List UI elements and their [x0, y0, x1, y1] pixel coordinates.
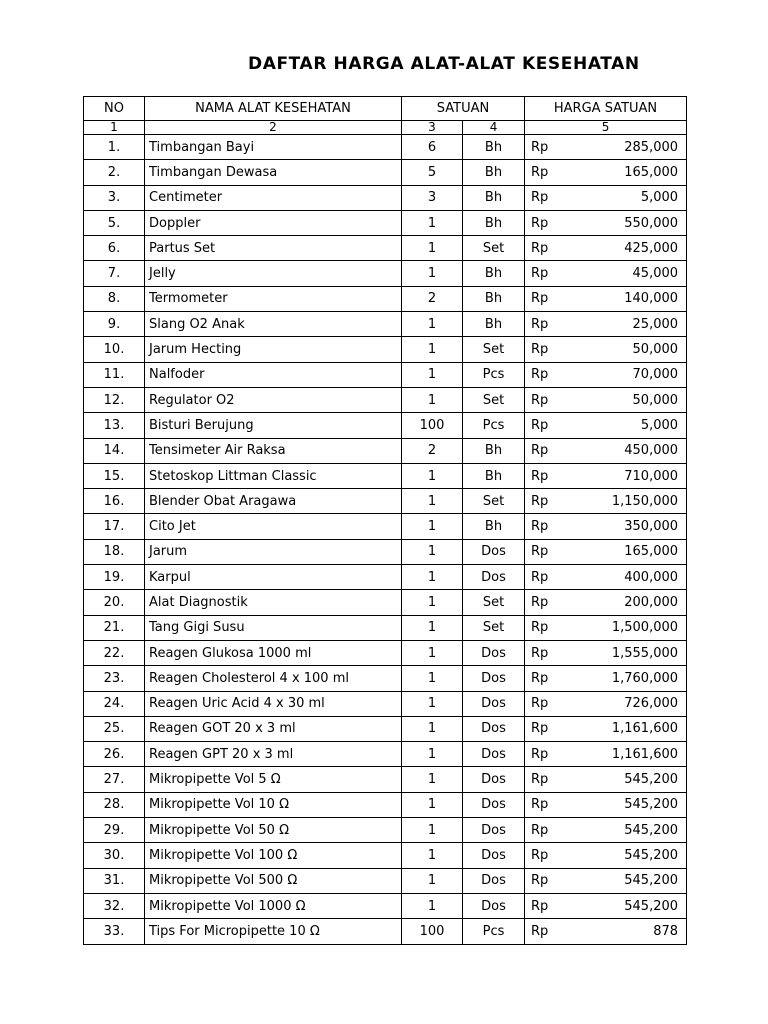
item-unit: Set [463, 489, 525, 514]
item-no: 5. [84, 210, 145, 235]
currency-label: Rp [525, 210, 565, 235]
item-price: 545,200 [565, 767, 687, 792]
item-name: Karpul [145, 565, 402, 590]
item-unit: Set [463, 615, 525, 640]
column-number: 3 [402, 121, 463, 135]
item-unit: Dos [463, 792, 525, 817]
item-name: Blender Obat Aragawa [145, 489, 402, 514]
item-price: 550,000 [565, 210, 687, 235]
item-unit: Pcs [463, 362, 525, 387]
table-row [84, 919, 687, 944]
item-price: 5,000 [565, 185, 687, 210]
currency-label: Rp [525, 286, 565, 311]
table-row [84, 742, 687, 767]
item-no: 10. [84, 337, 145, 362]
item-unit: Dos [463, 767, 525, 792]
table-row [84, 792, 687, 817]
currency-label: Rp [525, 742, 565, 767]
item-name: Tang Gigi Susu [145, 615, 402, 640]
item-list [84, 135, 687, 945]
item-qty: 1 [402, 792, 463, 817]
item-unit: Bh [463, 286, 525, 311]
item-no: 23. [84, 666, 145, 691]
currency-label: Rp [525, 868, 565, 893]
item-no: 9. [84, 312, 145, 337]
currency-label: Rp [525, 539, 565, 564]
column-number-row [84, 121, 687, 135]
item-qty: 1 [402, 565, 463, 590]
item-price: 5,000 [565, 413, 687, 438]
header-harga: HARGA SATUAN [525, 97, 687, 121]
item-no: 2. [84, 160, 145, 185]
item-price: 1,760,000 [565, 666, 687, 691]
table-row [84, 666, 687, 691]
item-no: 28. [84, 792, 145, 817]
item-no: 13. [84, 413, 145, 438]
item-no: 6. [84, 236, 145, 261]
item-no: 1. [84, 135, 145, 160]
currency-label: Rp [525, 565, 565, 590]
item-name: Tips For Micropipette 10 Ω [145, 919, 402, 944]
table-row [84, 868, 687, 893]
currency-label: Rp [525, 362, 565, 387]
table-row [84, 160, 687, 185]
item-price: 450,000 [565, 438, 687, 463]
item-qty: 1 [402, 615, 463, 640]
item-qty: 1 [402, 489, 463, 514]
item-unit: Set [463, 236, 525, 261]
currency-label: Rp [525, 893, 565, 918]
table-row [84, 286, 687, 311]
item-no: 30. [84, 843, 145, 868]
item-no: 22. [84, 640, 145, 665]
currency-label: Rp [525, 413, 565, 438]
table-row [84, 514, 687, 539]
item-unit: Dos [463, 868, 525, 893]
item-price: 425,000 [565, 236, 687, 261]
item-qty: 100 [402, 919, 463, 944]
item-name: Timbangan Bayi [145, 135, 402, 160]
item-name: Reagen GPT 20 x 3 ml [145, 742, 402, 767]
item-qty: 1 [402, 236, 463, 261]
table-row [84, 185, 687, 210]
item-unit: Dos [463, 565, 525, 590]
item-unit: Bh [463, 514, 525, 539]
item-unit: Dos [463, 539, 525, 564]
item-name: Mikropipette Vol 1000 Ω [145, 893, 402, 918]
item-unit: Pcs [463, 413, 525, 438]
currency-label: Rp [525, 590, 565, 615]
item-qty: 5 [402, 160, 463, 185]
item-qty: 1 [402, 590, 463, 615]
table-row [84, 135, 687, 160]
item-price: 545,200 [565, 868, 687, 893]
currency-label: Rp [525, 438, 565, 463]
item-qty: 1 [402, 261, 463, 286]
item-qty: 1 [402, 312, 463, 337]
item-price: 1,161,600 [565, 716, 687, 741]
item-unit: Set [463, 337, 525, 362]
item-name: Mikropipette Vol 50 Ω [145, 818, 402, 843]
item-price: 165,000 [565, 539, 687, 564]
item-unit: Dos [463, 742, 525, 767]
item-price: 1,150,000 [565, 489, 687, 514]
item-qty: 1 [402, 210, 463, 235]
item-qty: 6 [402, 135, 463, 160]
item-qty: 2 [402, 286, 463, 311]
item-name: Tensimeter Air Raksa [145, 438, 402, 463]
item-unit: Dos [463, 716, 525, 741]
table-row [84, 312, 687, 337]
item-unit: Bh [463, 312, 525, 337]
currency-label: Rp [525, 767, 565, 792]
item-name: Bisturi Berujung [145, 413, 402, 438]
item-unit: Dos [463, 666, 525, 691]
item-unit: Dos [463, 691, 525, 716]
item-price: 726,000 [565, 691, 687, 716]
item-price: 545,200 [565, 893, 687, 918]
item-no: 17. [84, 514, 145, 539]
item-price: 545,200 [565, 792, 687, 817]
item-no: 27. [84, 767, 145, 792]
currency-label: Rp [525, 387, 565, 412]
item-qty: 1 [402, 539, 463, 564]
item-no: 19. [84, 565, 145, 590]
item-price: 70,000 [565, 362, 687, 387]
table-row [84, 438, 687, 463]
item-unit: Bh [463, 185, 525, 210]
item-no: 3. [84, 185, 145, 210]
currency-label: Rp [525, 135, 565, 160]
item-price: 545,200 [565, 843, 687, 868]
item-name: Nalfoder [145, 362, 402, 387]
currency-label: Rp [525, 716, 565, 741]
item-qty: 1 [402, 666, 463, 691]
table-row [84, 337, 687, 362]
header-nama: NAMA ALAT KESEHATAN [145, 97, 402, 121]
currency-label: Rp [525, 843, 565, 868]
item-name: Mikropipette Vol 5 Ω [145, 767, 402, 792]
item-name: Reagen Cholesterol 4 x 100 ml [145, 666, 402, 691]
currency-label: Rp [525, 261, 565, 286]
currency-label: Rp [525, 666, 565, 691]
table-row [84, 387, 687, 412]
item-no: 32. [84, 893, 145, 918]
item-qty: 1 [402, 818, 463, 843]
item-name: Reagen Uric Acid 4 x 30 ml [145, 691, 402, 716]
item-name: Doppler [145, 210, 402, 235]
item-no: 8. [84, 286, 145, 311]
item-unit: Set [463, 387, 525, 412]
currency-label: Rp [525, 463, 565, 488]
item-name: Mikropipette Vol 100 Ω [145, 843, 402, 868]
currency-label: Rp [525, 160, 565, 185]
item-price: 545,200 [565, 818, 687, 843]
item-unit: Bh [463, 210, 525, 235]
item-no: 14. [84, 438, 145, 463]
item-unit: Dos [463, 843, 525, 868]
item-qty: 1 [402, 716, 463, 741]
item-name: Jelly [145, 261, 402, 286]
item-qty: 1 [402, 337, 463, 362]
item-qty: 100 [402, 413, 463, 438]
item-price: 200,000 [565, 590, 687, 615]
item-price: 1,555,000 [565, 640, 687, 665]
table-row [84, 691, 687, 716]
item-name: Centimeter [145, 185, 402, 210]
item-price: 50,000 [565, 387, 687, 412]
item-price: 400,000 [565, 565, 687, 590]
item-unit: Bh [463, 463, 525, 488]
item-qty: 1 [402, 362, 463, 387]
item-qty: 1 [402, 640, 463, 665]
column-number: 2 [145, 121, 402, 135]
column-number: 4 [463, 121, 525, 135]
table-row [84, 236, 687, 261]
item-price: 140,000 [565, 286, 687, 311]
item-no: 25. [84, 716, 145, 741]
item-qty: 1 [402, 463, 463, 488]
table-row [84, 261, 687, 286]
table-row [84, 565, 687, 590]
item-name: Slang O2 Anak [145, 312, 402, 337]
item-no: 26. [84, 742, 145, 767]
item-name: Jarum [145, 539, 402, 564]
currency-label: Rp [525, 337, 565, 362]
item-unit: Dos [463, 640, 525, 665]
item-no: 24. [84, 691, 145, 716]
table-row [84, 413, 687, 438]
item-no: 29. [84, 818, 145, 843]
item-name: Partus Set [145, 236, 402, 261]
currency-label: Rp [525, 185, 565, 210]
item-price: 1,161,600 [565, 742, 687, 767]
header-no: NO [84, 97, 145, 121]
item-unit: Set [463, 590, 525, 615]
item-price: 878 [565, 919, 687, 944]
table-row [84, 539, 687, 564]
currency-label: Rp [525, 236, 565, 261]
table-row [84, 210, 687, 235]
column-number: 5 [525, 121, 687, 135]
item-qty: 1 [402, 767, 463, 792]
table-row [84, 463, 687, 488]
item-qty: 1 [402, 843, 463, 868]
item-price: 25,000 [565, 312, 687, 337]
item-name: Reagen GOT 20 x 3 ml [145, 716, 402, 741]
currency-label: Rp [525, 919, 565, 944]
item-price: 45,000 [565, 261, 687, 286]
item-qty: 2 [402, 438, 463, 463]
item-price: 710,000 [565, 463, 687, 488]
item-unit: Bh [463, 135, 525, 160]
header-satuan: SATUAN [402, 97, 525, 121]
item-no: 33. [84, 919, 145, 944]
item-name: Cito Jet [145, 514, 402, 539]
table-row [84, 489, 687, 514]
item-name: Timbangan Dewasa [145, 160, 402, 185]
item-no: 15. [84, 463, 145, 488]
item-unit: Bh [463, 160, 525, 185]
item-name: Jarum Hecting [145, 337, 402, 362]
item-no: 16. [84, 489, 145, 514]
currency-label: Rp [525, 640, 565, 665]
column-number: 1 [84, 121, 145, 135]
table-row [84, 893, 687, 918]
item-unit: Dos [463, 818, 525, 843]
currency-label: Rp [525, 615, 565, 640]
item-qty: 1 [402, 868, 463, 893]
item-unit: Bh [463, 438, 525, 463]
item-name: Mikropipette Vol 500 Ω [145, 868, 402, 893]
item-unit: Bh [463, 261, 525, 286]
document-title: DAFTAR HARGA ALAT-ALAT KESEHATAN [248, 54, 640, 74]
item-name: Alat Diagnostik [145, 590, 402, 615]
table-row [84, 615, 687, 640]
item-no: 7. [84, 261, 145, 286]
table-row [84, 767, 687, 792]
currency-label: Rp [525, 312, 565, 337]
item-name: Termometer [145, 286, 402, 311]
item-qty: 3 [402, 185, 463, 210]
item-unit: Pcs [463, 919, 525, 944]
header-row [84, 97, 687, 121]
item-price: 165,000 [565, 160, 687, 185]
item-no: 31. [84, 868, 145, 893]
item-no: 20. [84, 590, 145, 615]
table-row [84, 818, 687, 843]
item-name: Stetoskop Littman Classic [145, 463, 402, 488]
item-qty: 1 [402, 514, 463, 539]
item-unit: Dos [463, 893, 525, 918]
item-name: Reagen Glukosa 1000 ml [145, 640, 402, 665]
price-table [83, 96, 687, 945]
table-row [84, 640, 687, 665]
currency-label: Rp [525, 818, 565, 843]
table-row [84, 843, 687, 868]
item-qty: 1 [402, 893, 463, 918]
item-price: 50,000 [565, 337, 687, 362]
item-name: Mikropipette Vol 10 Ω [145, 792, 402, 817]
item-no: 12. [84, 387, 145, 412]
item-no: 21. [84, 615, 145, 640]
table-row [84, 590, 687, 615]
item-name: Regulator O2 [145, 387, 402, 412]
item-qty: 1 [402, 691, 463, 716]
item-no: 18. [84, 539, 145, 564]
table-row [84, 716, 687, 741]
item-qty: 1 [402, 387, 463, 412]
item-qty: 1 [402, 742, 463, 767]
currency-label: Rp [525, 489, 565, 514]
item-price: 350,000 [565, 514, 687, 539]
currency-label: Rp [525, 691, 565, 716]
table-row [84, 362, 687, 387]
currency-label: Rp [525, 792, 565, 817]
item-price: 285,000 [565, 135, 687, 160]
item-no: 11. [84, 362, 145, 387]
currency-label: Rp [525, 514, 565, 539]
item-price: 1,500,000 [565, 615, 687, 640]
